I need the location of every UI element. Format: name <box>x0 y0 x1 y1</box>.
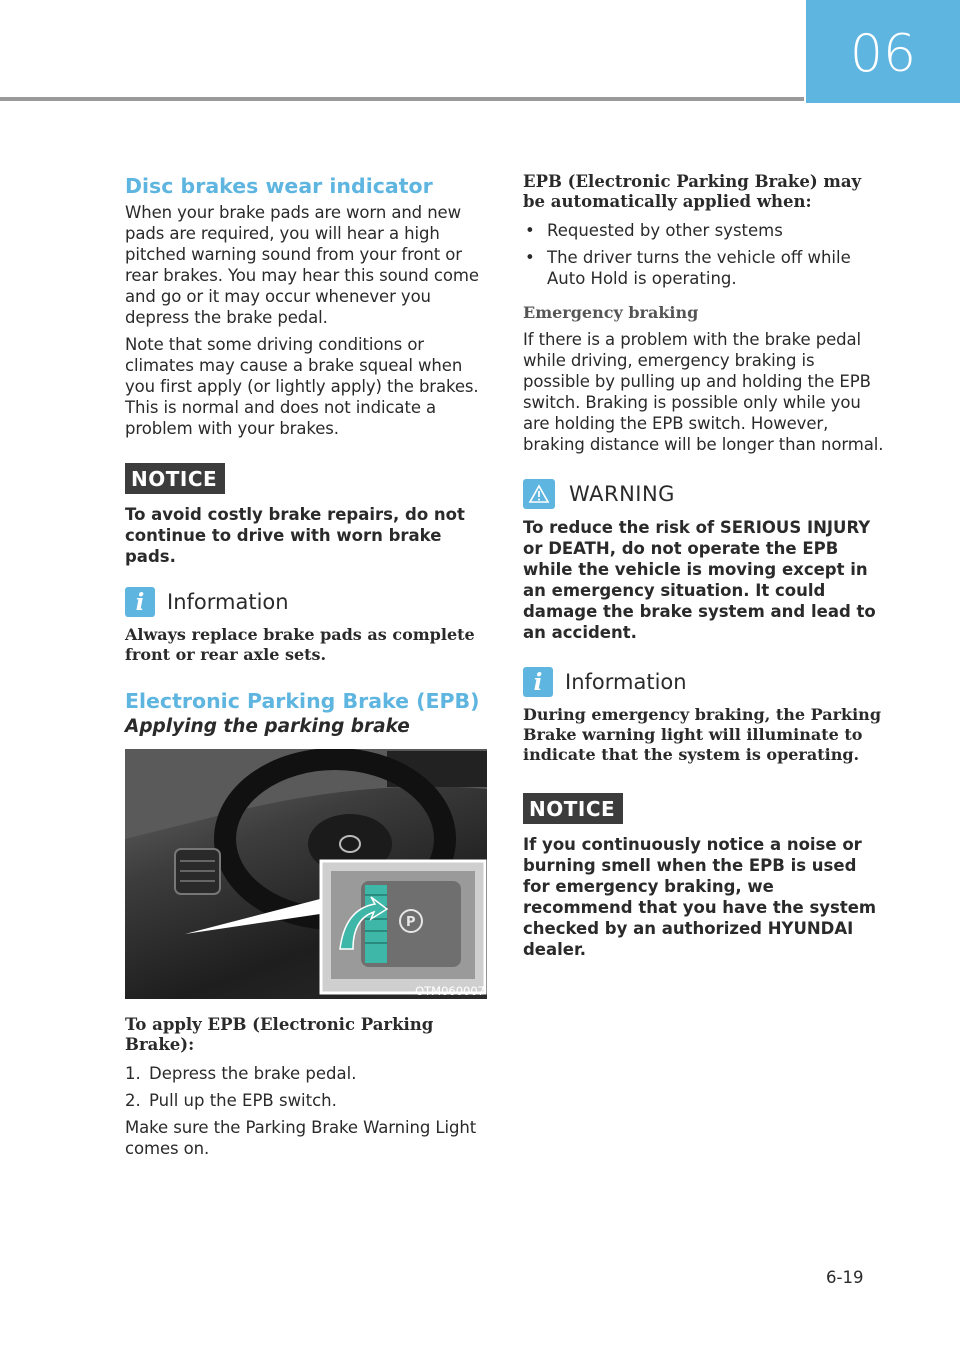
auto-apply-heading: EPB (Electronic Parking Brake) may be automatically applied when: <box>523 172 862 211</box>
notice-text: To avoid costly brake repairs, do not continue to drive with worn brake pads. <box>125 505 465 566</box>
epb-switch-photo <box>125 749 487 999</box>
information-icon: i <box>523 667 553 697</box>
section-title-disc-brakes: Disc brakes wear indicator <box>125 174 433 198</box>
header-rule <box>0 97 804 101</box>
list-item: 2. Pull up the EPB switch. <box>125 1091 337 1110</box>
paragraph-disc-1: When your brake pads are worn and new pads are required, you will hear a high pitched warning sound from your front or rear brakes. You may hear this sound come and go or it may occur whenever you depress the brake pedal. <box>125 203 479 327</box>
left-column <box>125 172 487 1165</box>
emergency-braking-text: If there is a problem with the brake pedal while driving, emergency braking is possible by pulling up and holding the EPB switch. Braking is possible only while you are holding the EPB switch. However, braking distance will be longer than normal. <box>523 330 884 454</box>
apply-epb-heading: To apply EPB (Electronic Parking Brake): <box>125 1015 434 1054</box>
subsection-title-applying: Applying the parking brake <box>125 716 410 737</box>
warning-title: WARNING <box>569 482 675 506</box>
chapter-tab: 06 <box>806 0 960 103</box>
information-title: Information <box>167 590 289 614</box>
warning-header <box>523 479 885 509</box>
warning-triangle-icon <box>523 479 555 509</box>
notice-text: If you continuously notice a noise or burning smell when the EPB is used for emergency braking, we recommend that you have the system checked by an authorized HYUNDAI dealer. <box>523 835 877 959</box>
information-icon: i <box>125 587 155 617</box>
emergency-braking-heading: Emergency braking <box>523 303 699 322</box>
image-code: OTM060007 <box>415 984 485 998</box>
right-column <box>523 172 885 960</box>
notice-label: NOTICE <box>523 793 623 824</box>
warning-text: To reduce the risk of SERIOUS INJURY or DEATH, do not operate the EPB while the vehicle is moving except in an emergency situation. It could damage the brake system and lead to an accident. <box>523 518 876 642</box>
list-item: 1. Depress the brake pedal. <box>125 1064 357 1083</box>
information-title: Information <box>565 670 687 694</box>
apply-note: Make sure the Parking Brake Warning Light comes on. <box>125 1118 477 1158</box>
list-item: • Requested by other systems <box>523 220 885 241</box>
svg-text:P: P <box>406 915 416 930</box>
auto-apply-list <box>523 220 885 289</box>
list-item: • The driver turns the vehicle off while Auto Hold is operating. <box>523 247 885 289</box>
car-interior-illustration <box>125 749 487 999</box>
page-number: 6-19 <box>826 1268 864 1287</box>
notice-label: NOTICE <box>125 463 225 494</box>
notice-block <box>523 793 885 960</box>
paragraph-disc-2: Note that some driving conditions or climates may cause a brake squeal when you first apply (or lightly apply) the brakes. This is normal and does not indicate a problem with your brakes. <box>125 335 479 438</box>
information-text: Always replace brake pads as complete front or rear axle sets. <box>125 625 475 664</box>
information-header <box>125 587 487 617</box>
apply-steps-list <box>125 1063 487 1111</box>
information-text: During emergency braking, the Parking Brake warning light will illuminate to indicate that the system is operating. <box>523 705 881 764</box>
section-title-epb: Electronic Parking Brake (EPB) <box>125 689 480 713</box>
notice-block <box>125 463 487 567</box>
information-header <box>523 667 885 697</box>
